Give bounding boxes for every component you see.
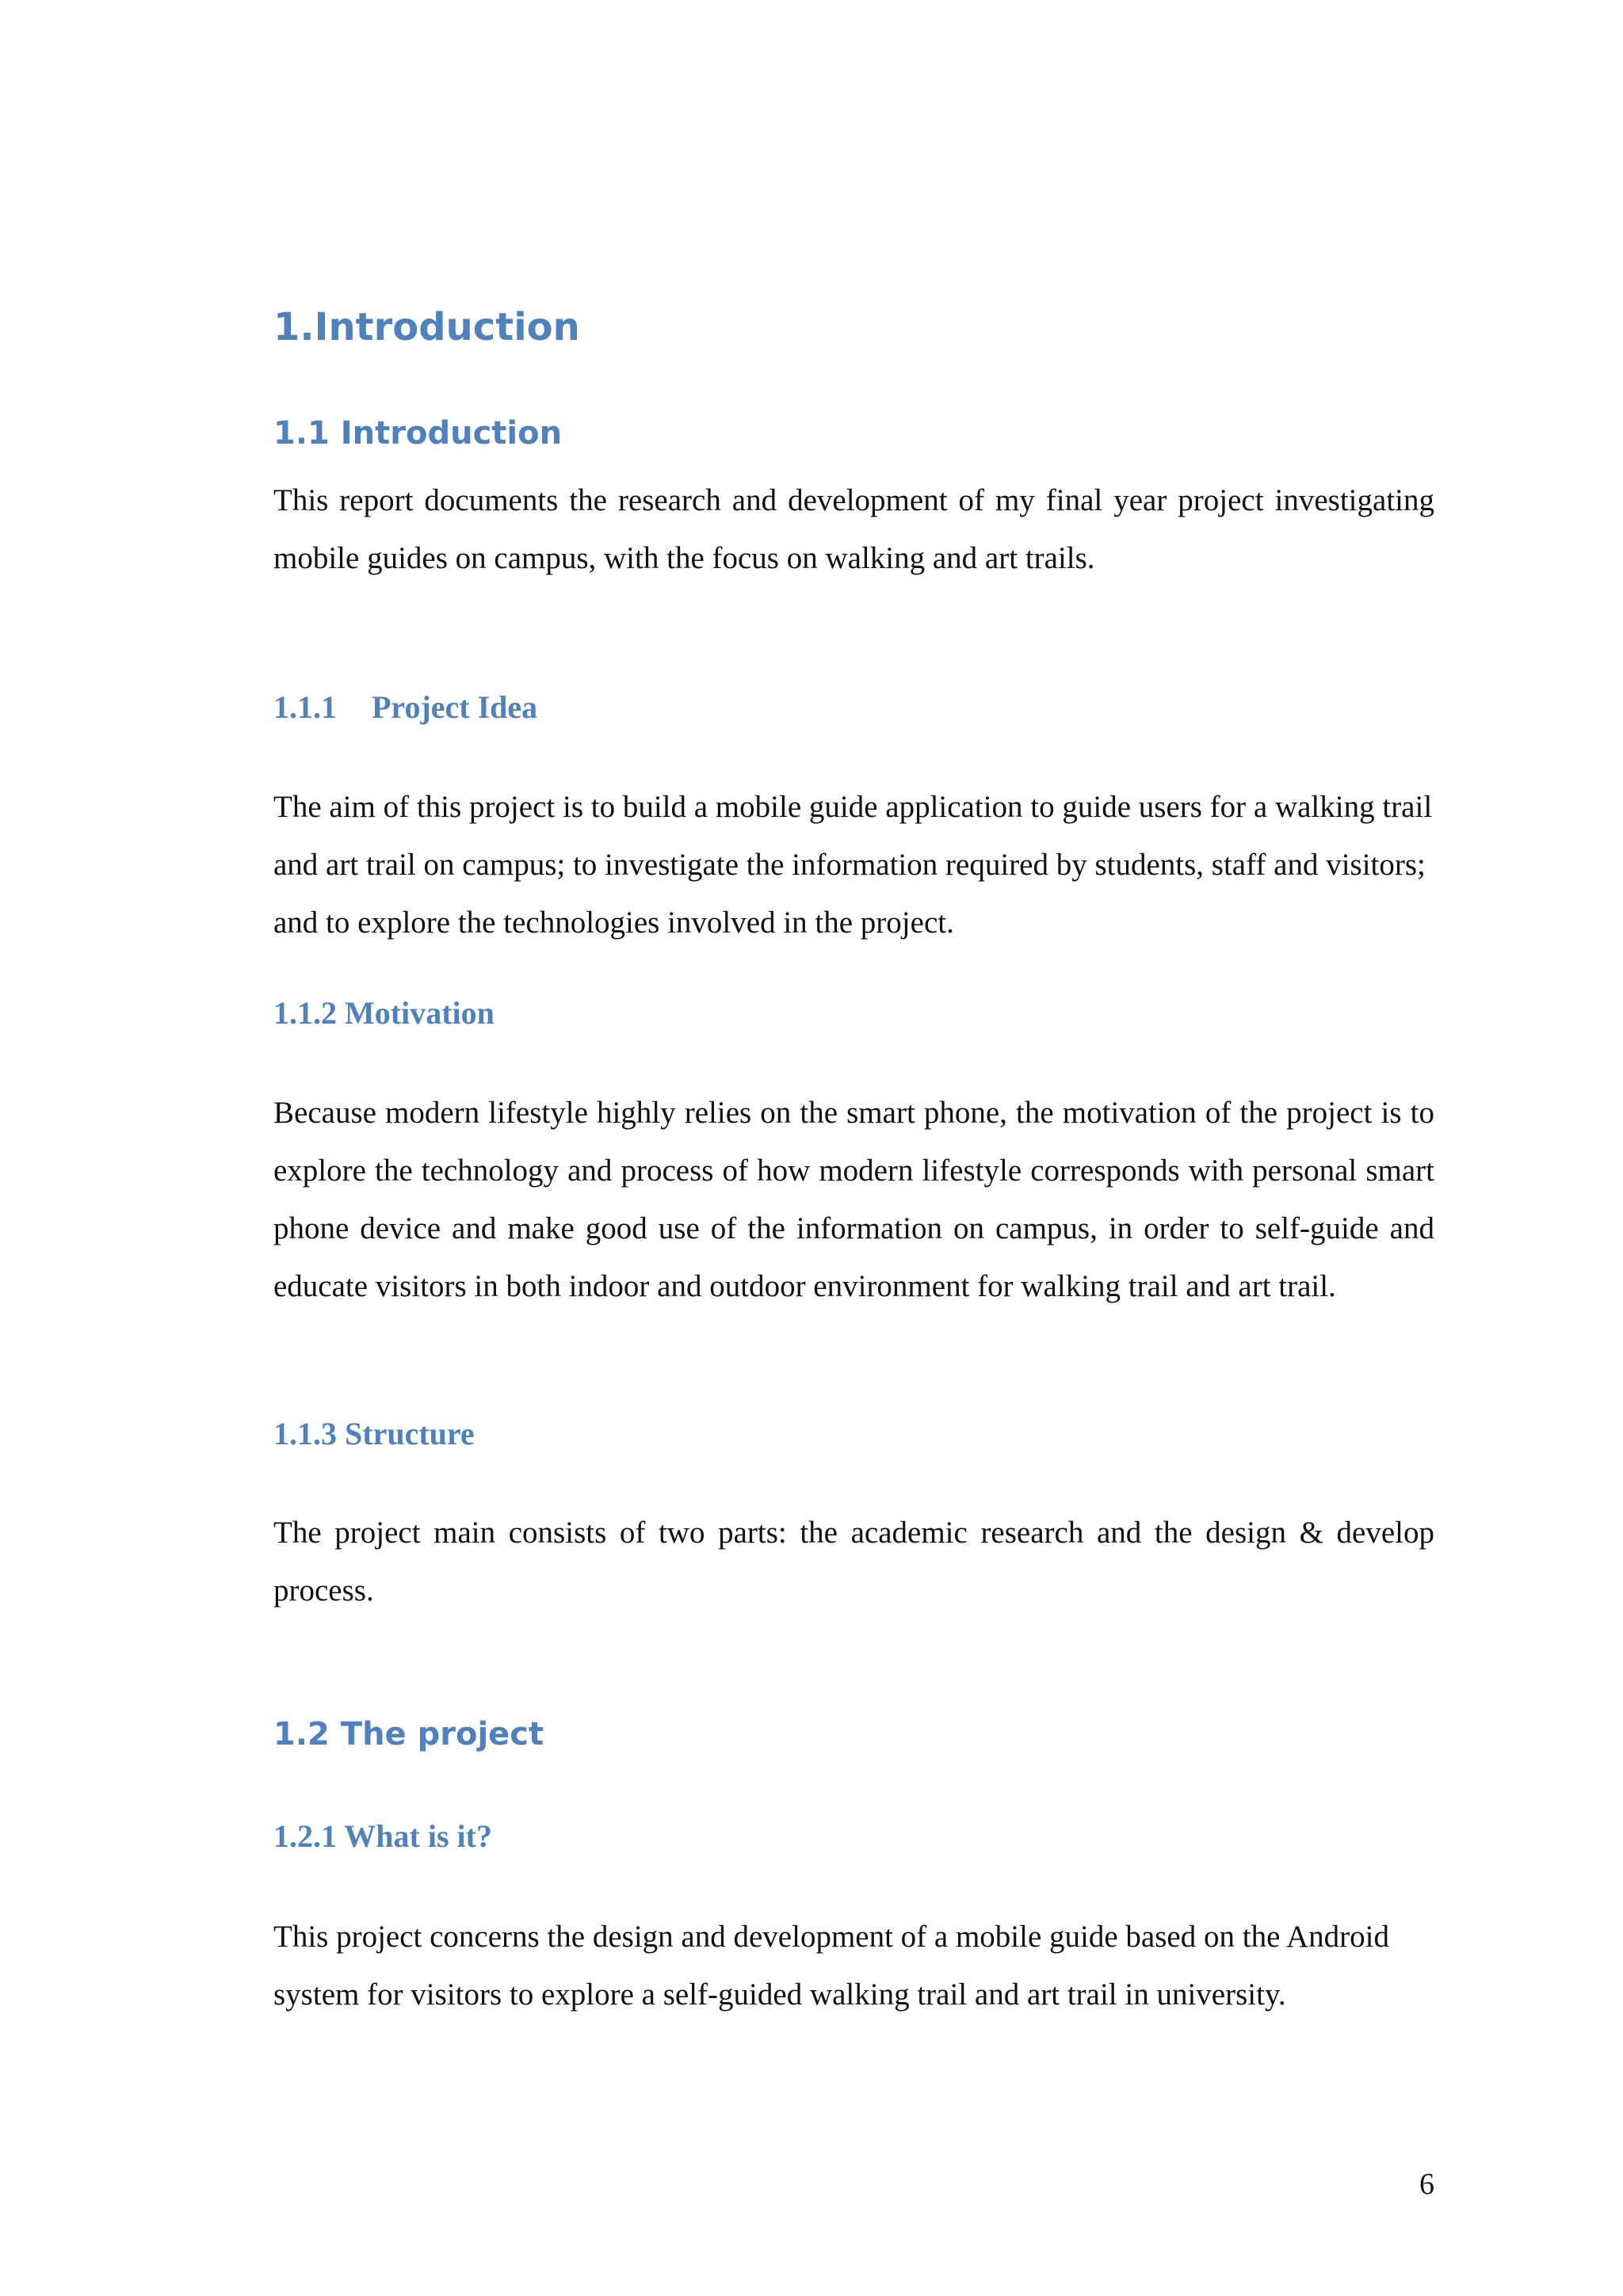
page-number: 6	[1419, 2168, 1434, 2201]
subsection-title: Project Idea	[372, 689, 538, 725]
subsection-1-1-3-paragraph: The project main consists of two parts: the academic research and the design & develop process.	[273, 1516, 1434, 1608]
subsection-heading-1-1-3: 1.1.3 Structure	[273, 1416, 475, 1451]
subsection-heading-1-1-2: 1.1.2 Motivation	[273, 995, 495, 1031]
subsection-1-2-1-paragraph: This project concerns the design and development of a mobile guide based on the Android system for visitors to explore a self-guided walking trail and art trail in university.	[273, 1920, 1389, 2012]
section-1-1-paragraph: This report documents the research and development of my final year project investigating mobile guides on campus, with the focus on walking and art trails.	[273, 483, 1434, 575]
subsection-heading-1-2-1: 1.2.1 What is it?	[273, 1818, 492, 1854]
subsection-1-1-1-paragraph: The aim of this project is to build a mobile guide application to guide users for a walking trail and art trail on campus; to investigate the information required by students, staff and visitors; and to explore the technologies involved in the project.	[273, 790, 1433, 940]
section-heading-1-2: 1.2 The project	[273, 1716, 544, 1753]
chapter-heading: 1.Introduction	[273, 305, 580, 349]
section-heading-1-1: 1.1 Introduction	[273, 415, 563, 452]
subsection-1-1-2-paragraph: Because modern lifestyle highly relies on the smart phone, the motivation of the project is to explore the technology and process of how modern lifestyle corresponds with personal smart phone device and make good use of the information on campus, in order to self-guide and educate visitors in both indoor and outdoor environment for walking trail and art trail.	[273, 1096, 1434, 1303]
subsection-number: 1.1.1	[273, 689, 337, 725]
subsection-heading-1-1-1	[273, 688, 537, 727]
